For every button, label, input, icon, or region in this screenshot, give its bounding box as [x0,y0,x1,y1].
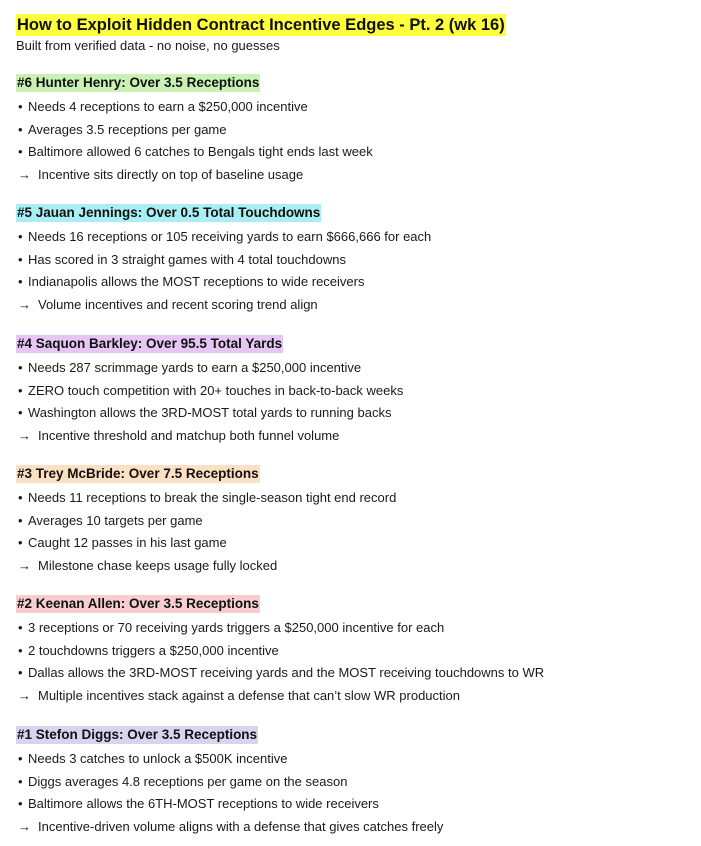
takeaway [18,818,443,836]
bullet-icon: • [18,774,23,789]
list-item-text: Needs 287 scrimmage yards to earn a $250,000 incentive [28,360,362,375]
page-subtitle: Built from verified data - no noise, no guesses [16,38,280,53]
list-item [18,750,287,768]
takeaway [18,427,339,445]
list-item [18,534,227,552]
bullet-icon: • [18,360,23,375]
list-item [18,489,396,507]
page-title: How to Exploit Hidden Contract Incentive Edges - Pt. 2 (wk 16) [17,16,505,34]
bullet-icon: • [18,405,23,420]
arrow-right-icon: → [18,428,31,443]
section-heading: #6 Hunter Henry: Over 3.5 Receptions [17,75,260,90]
list-item [18,773,347,791]
bullet-icon: • [18,535,23,550]
section-heading: #5 Jauan Jennings: Over 0.5 Total Touchdowns [17,205,321,220]
bullet-icon: • [18,796,23,811]
arrow-right-icon: → [18,297,31,312]
list-item-text: Needs 16 receptions or 105 receiving yards to earn $666,666 for each [28,229,432,244]
list-item-text: Averages 3.5 receptions per game [28,122,227,137]
list-item [18,251,346,269]
section-heading: #2 Keenan Allen: Over 3.5 Receptions [17,596,259,611]
list-item [18,98,308,116]
arrow-right-icon: → [18,819,31,834]
list-item-text: Needs 11 receptions to break the single-season tight end record [28,490,397,505]
list-item-text: Dallas allows the 3RD-MOST receiving yards and the MOST receiving touchdowns to WR [28,665,545,680]
bullet-icon: • [18,513,23,528]
list-item-text: Baltimore allowed 6 catches to Bengals tight ends last week [28,144,373,159]
bullet-icon: • [18,665,23,680]
takeaway-text: Incentive-driven volume aligns with a defense that gives catches freely [38,819,444,834]
list-item [18,273,364,291]
list-item-text: Caught 12 passes in his last game [28,535,227,550]
list-item-text: Has scored in 3 straight games with 4 total touchdowns [28,252,346,267]
list-item-text: Needs 3 catches to unlock a $500K incentive [28,751,288,766]
list-item [18,143,373,161]
bullet-icon: • [18,383,23,398]
bullet-icon: • [18,144,23,159]
takeaway [18,166,303,184]
list-item [18,359,361,377]
takeaway [18,687,460,705]
list-item-text: Averages 10 targets per game [28,513,203,528]
section-heading: #4 Saquon Barkley: Over 95.5 Total Yards [17,336,283,351]
takeaway-text: Incentive sits directly on top of baseline usage [38,167,304,182]
list-item-text: Needs 4 receptions to earn a $250,000 incentive [28,99,308,114]
takeaway [18,557,277,575]
list-item [18,228,431,246]
bullet-icon: • [18,751,23,766]
list-item-text: 2 touchdowns triggers a $250,000 incentive [28,643,279,658]
list-item-text: Baltimore allows the 6TH-MOST receptions to wide receivers [28,796,379,811]
list-item [18,795,379,813]
list-item-text: ZERO touch competition with 20+ touches in back-to-back weeks [28,383,404,398]
section-heading: #1 Stefon Diggs: Over 3.5 Receptions [17,727,258,742]
bullet-icon: • [18,620,23,635]
bullet-icon: • [18,274,23,289]
list-item [18,404,391,422]
list-item [18,642,279,660]
list-item [18,664,544,682]
list-item-text: Diggs averages 4.8 receptions per game on the season [28,774,348,789]
list-item [18,382,403,400]
bullet-icon: • [18,122,23,137]
bullet-icon: • [18,99,23,114]
list-item-text: 3 receptions or 70 receiving yards triggers a $250,000 incentive for each [28,620,445,635]
section-heading: #3 Trey McBride: Over 7.5 Receptions [17,466,259,481]
arrow-right-icon: → [18,167,31,182]
bullet-icon: • [18,229,23,244]
list-item-text: Indianapolis allows the MOST receptions to wide receivers [28,274,365,289]
bullet-icon: • [18,643,23,658]
takeaway-text: Incentive threshold and matchup both funnel volume [38,428,340,443]
arrow-right-icon: → [18,558,31,573]
takeaway-text: Volume incentives and recent scoring trend align [38,297,318,312]
takeaway [18,296,318,314]
bullet-icon: • [18,252,23,267]
list-item [18,512,203,530]
takeaway-text: Multiple incentives stack against a defense that can’t slow WR production [38,688,460,703]
arrow-right-icon: → [18,688,31,703]
bullet-icon: • [18,490,23,505]
list-item [18,121,227,139]
list-item [18,619,444,637]
takeaway-text: Milestone chase keeps usage fully locked [38,558,278,573]
list-item-text: Washington allows the 3RD-MOST total yards to running backs [28,405,392,420]
